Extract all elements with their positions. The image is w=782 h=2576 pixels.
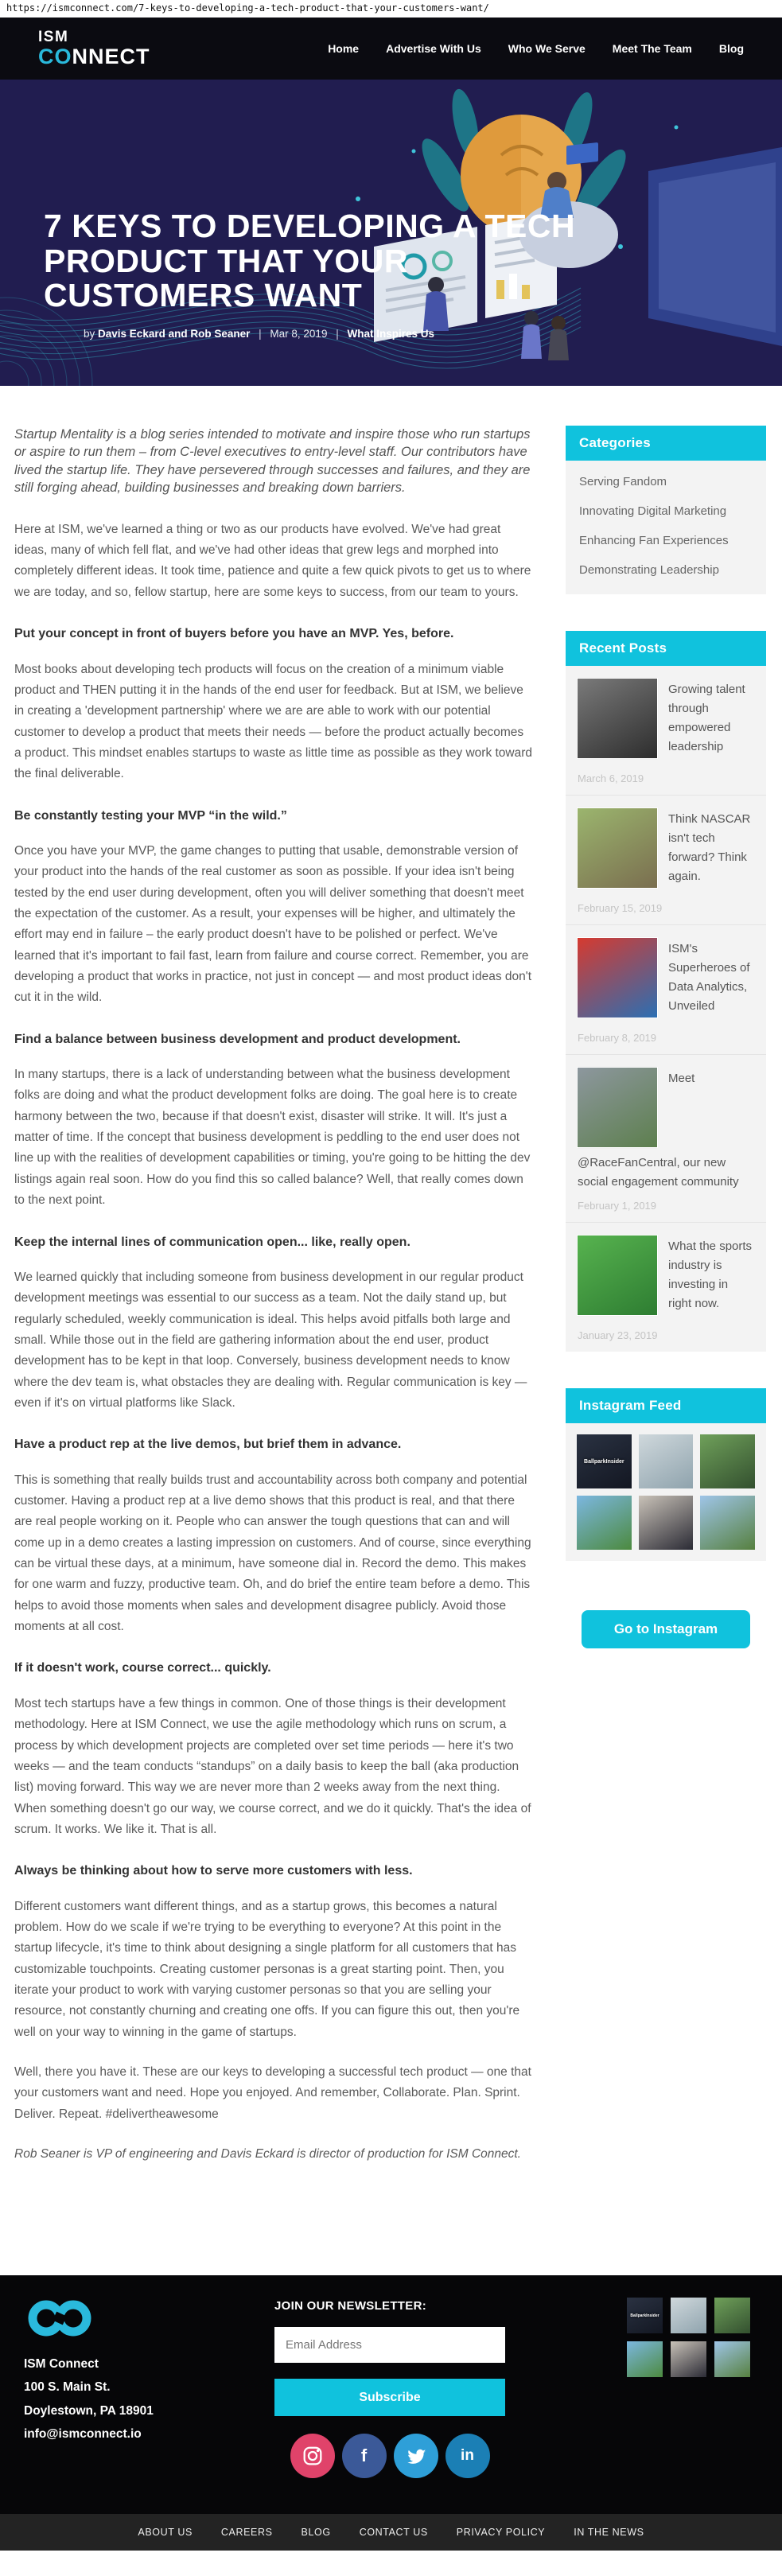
footer-link[interactable]: ABOUT US <box>138 2527 193 2538</box>
instagram-photo[interactable] <box>627 2341 663 2377</box>
instagram-photo[interactable] <box>714 2341 750 2377</box>
category-link[interactable]: Serving Fandom <box>579 475 667 488</box>
instagram-photo-caption <box>700 1434 755 1488</box>
recent-post-item[interactable] <box>566 1223 766 1352</box>
section-heading: Put your concept in front of buyers before you have an MVP. Yes, before. <box>14 627 454 641</box>
footer-link[interactable]: BLOG <box>301 2527 331 2538</box>
twitter-icon[interactable] <box>394 2434 438 2478</box>
instagram-photo[interactable] <box>639 1434 694 1488</box>
instagram-photo-caption <box>714 2298 750 2333</box>
browser-url[interactable]: https://ismconnect.com/7-keys-to-developing-a-tech-product-that-your-customers-want/ <box>0 0 782 18</box>
categories-list <box>566 461 766 594</box>
post-title-link[interactable]: ISM's Superheroes of Data Analytics, Unveiled <box>668 942 750 1013</box>
instagram-photo[interactable] <box>639 1496 694 1550</box>
footer-company-name: ISM Connect <box>24 2357 99 2371</box>
section-paragraph: This is something that really builds trust and accountability across both company and potential customer. Having a product rep at a live demo shows that this product is real, and that there are real people working on it. People who can answer the tough questions that can and will come up in a demo creates a lasting impression on customers. And of course, since everything can be virtual these days, at a minimum, have someone dial in. Record the demo. This makes for one warm and fuzzy, productive team. Oh, and do brief the entire team before a demo. This helps to avoid those moments when sales and development disagree publicly. Avoid those moments at all cost. <box>14 1473 531 1634</box>
linkedin-icon[interactable]: in <box>445 2434 490 2478</box>
instagram-icon[interactable] <box>290 2434 335 2478</box>
section-paragraph: Once you have your MVP, the game changes to putting that usable, demonstrable version of your product into the hands of the real customer as soon as possible. If your idea isn't being tested by the end user during development, often you will deliver something that doesn't meet the expectation of the customer. As a result, your expenses will be higher, and ultimately the effort may end in failure – the early product doesn't have to be polished or perfect. We've learned that it's important to fail fast, learn from failure and course correct. Remember, you are developing a product that works in practice, not just in concept — and most product ideas don't cut it in the wild. <box>14 843 532 1005</box>
footer-link[interactable]: CAREERS <box>220 2527 273 2538</box>
newsletter-email-input[interactable] <box>274 2327 505 2363</box>
logo-bottom-text <box>38 46 150 68</box>
post-thumbnail[interactable] <box>578 1235 657 1315</box>
instagram-photo[interactable] <box>700 1496 755 1550</box>
instagram-photo-caption: BallparkInsider <box>630 2313 659 2318</box>
post-title-link[interactable]: Think NASCAR isn't tech forward? Think again. <box>668 812 751 883</box>
post-title-link[interactable]: Growing talent through empowered leadership <box>668 683 745 753</box>
categories-widget <box>566 426 766 594</box>
instagram-photo-caption: BallparkInsider <box>584 1458 624 1465</box>
article-intro: Startup Mentality is a blog series intended to motivate and inspire those who run startups or aspire to run them – from C-level executives to entry-level staff. Our contributors have lived the startup life. They have persevered through successes and failures, and they are still forging ahead, building businesses and breaking down barriers. <box>14 427 531 496</box>
section-paragraph: Different customers want different things, and as a startup grows, this becomes a natural problem. How do we scale if we're trying to be everything to everyone? At this point in the startup lifecycle, it's time to think about designing a single platform for all customers that has customizable touchpoints. Creating customer personas is a great starting point. Then, you iterate your product to work with varying customer personas so that you are selling your resource, not constantly churning and creating one offs. If you can figure this out, then you're well on your way to winning in the game of startups. <box>14 1899 520 2039</box>
instagram-photo-caption <box>639 1496 694 1550</box>
recent-posts-title: Recent Posts <box>566 631 766 666</box>
footer-email[interactable]: info@ismconnect.io <box>24 2427 142 2442</box>
footer-links-bar <box>0 2514 782 2551</box>
recent-posts-widget <box>566 631 766 1352</box>
go-to-instagram-button[interactable]: Go to Instagram <box>582 1610 750 1648</box>
post-date: February 15, 2019 <box>578 902 663 914</box>
post-date: January 23, 2019 <box>578 1329 658 1341</box>
author-bio: Rob Seaner is VP of engineering and Davis Eckard is director of production for ISM Connect. <box>14 2147 521 2162</box>
post-thumbnail[interactable] <box>578 808 657 888</box>
section-paragraph: Most tech startups have a few things in common. One of those things is their development methodology. Here at ISM Connect, we use the agile methodology which runs on scrum, a process by which development projects are completed over set time periods — here it's two weeks — and the team conducts “standups” on a daily basis to keep the ball (aka production list) moving forward. This way we are never more than 2 weeks away from the next thing. When something doesn't go our way, we course correct, and we do it quickly. That's the idea of scrum. It works. We like it. That is all. <box>14 1696 531 1836</box>
footer-city: Doylestown, PA 18901 <box>24 2403 154 2418</box>
instagram-photo-caption <box>700 1496 755 1550</box>
recent-post-item[interactable] <box>566 1055 766 1223</box>
article-body <box>14 426 534 2184</box>
instagram-photo-caption <box>671 2298 706 2333</box>
article-sections <box>14 625 534 2043</box>
footer-link[interactable]: CONTACT US <box>359 2527 428 2538</box>
byline-by: by <box>84 328 95 340</box>
section-heading: Find a balance between business development and product development. <box>14 1032 461 1046</box>
subscribe-button[interactable]: Subscribe <box>274 2379 505 2416</box>
byline-category-link[interactable]: What Inspires Us <box>347 328 435 340</box>
instagram-feed-title: Instagram Feed <box>566 1388 766 1423</box>
instagram-photo-caption <box>577 1496 632 1550</box>
sidebar <box>566 426 766 1648</box>
nav-link[interactable]: Home <box>328 42 360 55</box>
instagram-photo-caption <box>714 2341 750 2377</box>
category-link[interactable]: Innovating Digital Marketing <box>579 504 727 518</box>
footer-company-column <box>24 2296 274 2514</box>
footer-newsletter-column <box>274 2296 505 2514</box>
instagram-photo-caption <box>671 2341 706 2377</box>
ism-connect-logo[interactable] <box>38 29 150 68</box>
footer-street: 100 S. Main St. <box>24 2380 111 2395</box>
section-heading: Keep the internal lines of communication open... like, really open. <box>14 1235 410 1249</box>
section-paragraph: Most books about developing tech products will focus on the creation of a minimum viable product and THEN putting it in the hands of the end user for feedback. But at ISM, we believe in creating a 'development partnership' where we are are able to work with our potential customer to develop a product that meets their needs — before the product actually becomes a product. This mindset enables startups to waste as little time as possible as they work toward the final deliverable. <box>14 662 533 781</box>
nav-link[interactable]: Meet The Team <box>612 42 692 55</box>
footer-instagram-grid <box>627 2298 758 2377</box>
post-date: March 6, 2019 <box>578 772 644 784</box>
recent-post-item[interactable] <box>566 925 766 1055</box>
section-heading: Have a product rep at the live demos, but brief them in advance. <box>14 1438 402 1452</box>
hero-banner <box>0 80 782 386</box>
instagram-photo[interactable] <box>627 2298 663 2333</box>
social-buttons <box>274 2434 505 2478</box>
nav-link[interactable]: Who We Serve <box>508 42 586 55</box>
main-content <box>0 386 782 2275</box>
post-title-link[interactable]: What the sports industry is investing in right now. <box>668 1239 753 1310</box>
footer-link[interactable]: PRIVACY POLICY <box>456 2527 546 2538</box>
section-paragraph: We learned quickly that including someone from business development in our regular product development meetings was essential to our success as a team. Not the daily stand up, but regularly scheduled, weekly communication is ideal. This helps avoid pitfalls both large and small. While those out in the field are gathering information about the end user, product development has to be kept in that loop. Conversely, business development needs to know where the dev team is, what obstacles they are dealing with. Regular communication is key — even if it's on virtual platforms like Slack. <box>14 1270 527 1410</box>
section-heading: If it doesn't work, course correct... quickly. <box>14 1661 271 1675</box>
footer-instagram-column <box>627 2296 758 2514</box>
site-footer <box>0 2275 782 2514</box>
post-thumbnail[interactable] <box>578 679 657 758</box>
section-heading: Be constantly testing your MVP “in the wild.” <box>14 808 287 823</box>
article-opening-paragraph: Here at ISM, we've learned a thing or two as our products have evolved. We've had great ideas, many of which fell flat, and we've had other ideas that grew legs and morphed into completely different ideas. It took time, patience and quite a few quick pivots to get us to where we are today, and so, fellow startup, here are some keys to success, from our team to yours. <box>14 522 531 599</box>
byline-authors-link[interactable]: Davis Eckard and Rob Seaner <box>98 328 251 340</box>
site-header <box>0 18 782 80</box>
instagram-photo[interactable] <box>714 2298 750 2333</box>
category-link[interactable]: Demonstrating Leadership <box>579 563 719 577</box>
footer-address <box>24 2352 274 2446</box>
facebook-icon[interactable]: f <box>342 2434 387 2478</box>
recent-post-item[interactable] <box>566 796 766 925</box>
byline-separator: | <box>259 328 262 340</box>
instagram-photo[interactable] <box>671 2298 706 2333</box>
byline <box>84 328 434 340</box>
section-heading: Always be thinking about how to serve more customers with less. <box>14 1864 413 1878</box>
post-thumbnail[interactable] <box>578 938 657 1018</box>
instagram-photo-caption <box>627 2341 663 2377</box>
post-date: February 8, 2019 <box>578 1032 657 1044</box>
nav-link[interactable]: Blog <box>718 42 744 55</box>
recent-post-item[interactable] <box>566 666 766 796</box>
article-closing-paragraph: Well, there you have it. These are our keys to developing a successful tech product — one that your customers want and need. Hope you enjoyed. And remember, Collaborate. Plan. Sprint. Deliver. Repeat. #delivertheawesome <box>14 2065 531 2121</box>
instagram-photo[interactable] <box>577 1496 632 1550</box>
post-thumbnail[interactable] <box>578 1068 657 1147</box>
byline-separator: | <box>336 328 339 340</box>
nav-link[interactable]: Advertise With Us <box>386 42 481 55</box>
section-paragraph: In many startups, there is a lack of understanding between what the business development folks are doing and what the product development folks are doing. The goal here is to create harmony between the two, because if that doesn't exist, disaster will strike. It will. It's just a matter of time. If the concept that business development is peddling to the end user does not line up with the realities of development capabilities or timing, you're going to be hitting the dev listings again real soon. How do you find this so called balance? Well, that really comes down to the next point. <box>14 1068 531 1208</box>
logo-accent: CO <box>38 45 72 68</box>
newsletter-title: JOIN OUR NEWSLETTER: <box>274 2299 427 2313</box>
post-title-link[interactable]: Meet @RaceFanCentral, our new social engagement community <box>578 1072 739 1189</box>
logo-rest: NNECT <box>72 45 150 68</box>
byline-date: Mar 8, 2019 <box>270 328 328 340</box>
logo-top-text: ISM <box>38 29 69 45</box>
category-link[interactable]: Enhancing Fan Experiences <box>579 534 729 547</box>
ism-infinity-logo-icon <box>24 2298 100 2339</box>
post-date: February 1, 2019 <box>578 1200 657 1212</box>
categories-title: Categories <box>566 426 766 461</box>
instagram-grid <box>566 1423 766 1561</box>
footer-link[interactable]: IN THE NEWS <box>574 2527 644 2538</box>
page-bottom-gap <box>0 2551 782 2576</box>
instagram-photo-caption <box>639 1434 694 1488</box>
recent-posts-list <box>566 666 766 1352</box>
instagram-feed-widget <box>566 1388 766 1561</box>
instagram-photo[interactable] <box>671 2341 706 2377</box>
instagram-photo[interactable] <box>700 1434 755 1488</box>
page-title: 7 KEYS TO DEVELOPING A TECH PRODUCT THAT YOUR CUSTOMERS WANT <box>44 208 576 313</box>
main-nav <box>328 42 744 55</box>
instagram-photo[interactable] <box>577 1434 632 1488</box>
